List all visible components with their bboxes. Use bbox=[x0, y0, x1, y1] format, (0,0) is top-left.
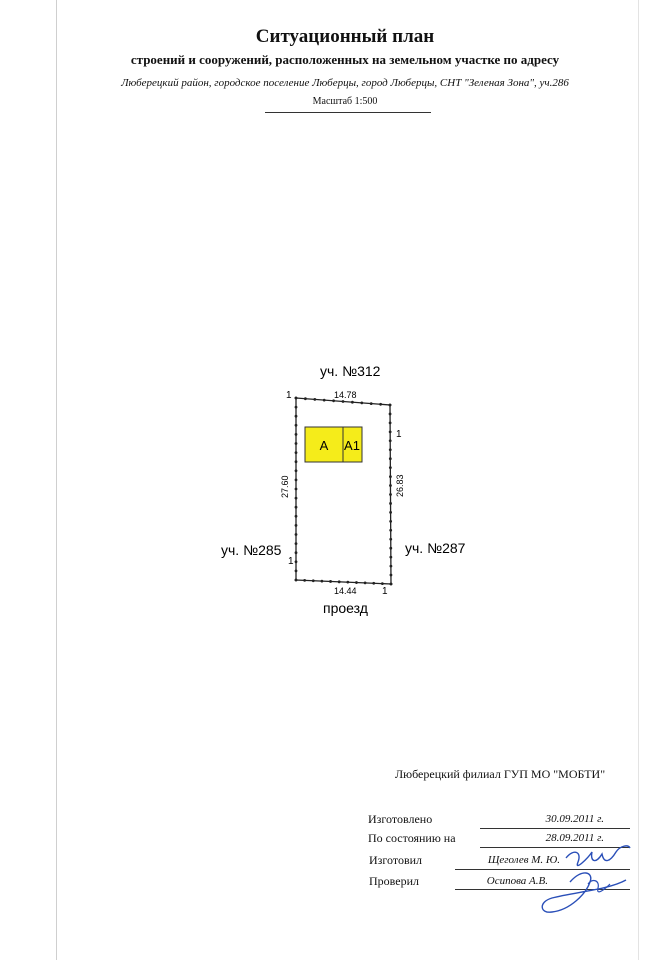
boundary-tick bbox=[295, 579, 298, 582]
boundary-tick bbox=[389, 502, 392, 505]
boundary-tick bbox=[389, 556, 392, 559]
boundary-tick bbox=[364, 582, 367, 585]
boundary-tick bbox=[370, 402, 373, 405]
maker-name: Щеголев М. Ю. bbox=[487, 854, 560, 866]
boundary-tick bbox=[304, 397, 307, 400]
boundary-tick bbox=[295, 415, 298, 418]
boundary-tick bbox=[295, 479, 298, 482]
boundary-tick bbox=[295, 460, 298, 463]
boundary-tick bbox=[389, 404, 392, 407]
boundary-ticks bbox=[295, 397, 393, 586]
boundary-tick bbox=[295, 515, 298, 518]
boundary-tick bbox=[389, 529, 392, 532]
boundary-tick bbox=[295, 406, 298, 409]
boundary-tick bbox=[389, 475, 392, 478]
boundary-tick bbox=[295, 488, 298, 491]
side-right-length: 26.83 bbox=[395, 474, 405, 497]
handwritten-signature bbox=[530, 838, 640, 920]
point-label: 1 bbox=[396, 429, 402, 440]
boundary-tick bbox=[329, 580, 332, 583]
boundary-tick bbox=[389, 413, 392, 416]
boundary-tick bbox=[351, 401, 354, 404]
checker-name: Осипова А.В. bbox=[486, 875, 548, 887]
boundary-tick bbox=[295, 469, 298, 472]
plot-boundary bbox=[296, 398, 391, 584]
maker-label: Изготовил bbox=[369, 853, 423, 867]
boundary-tick bbox=[389, 511, 392, 514]
boundary-tick bbox=[389, 430, 392, 433]
boundary-tick bbox=[346, 581, 349, 584]
boundary-tick bbox=[321, 580, 324, 583]
boundary-tick bbox=[295, 551, 298, 554]
neighbor-east-label: уч. №287 bbox=[405, 540, 466, 556]
boundary-tick bbox=[295, 433, 298, 436]
point-label: 1 bbox=[286, 390, 292, 401]
boundary-tick bbox=[295, 442, 298, 445]
boundary-tick bbox=[355, 581, 358, 584]
boundary-tick bbox=[342, 400, 345, 403]
boundary-tick bbox=[338, 580, 341, 583]
boundary-tick bbox=[379, 403, 382, 406]
building-main-label: А bbox=[319, 438, 329, 453]
document-subtitle: строений и сооружений, расположенных на земельном участке по адресу bbox=[130, 52, 560, 67]
boundary-tick bbox=[295, 506, 298, 509]
scale-label: Масштаб 1:500 bbox=[312, 96, 378, 107]
made-date-line bbox=[480, 828, 630, 829]
boundary-tick bbox=[372, 582, 375, 585]
boundary-tick bbox=[389, 493, 392, 496]
boundary-tick bbox=[389, 457, 392, 460]
neighbor-west-label: уч. №285 bbox=[221, 542, 282, 558]
boundary-tick bbox=[295, 560, 298, 563]
road-label: проезд bbox=[323, 600, 368, 616]
boundary-tick bbox=[389, 547, 392, 550]
boundary-tick bbox=[390, 574, 393, 577]
boundary-tick bbox=[295, 451, 298, 454]
boundary-tick bbox=[295, 570, 298, 573]
boundary-tick bbox=[381, 582, 384, 585]
point-label: 1 bbox=[382, 586, 388, 597]
organization-name: Люберецкий филиал ГУП МО "МОБТИ" bbox=[395, 767, 606, 781]
boundary-tick bbox=[295, 542, 298, 545]
boundary-tick bbox=[389, 466, 392, 469]
side-bottom-length: 14.44 bbox=[334, 586, 357, 596]
boundary-tick bbox=[295, 524, 298, 527]
boundary-tick bbox=[390, 583, 393, 586]
boundary-tick bbox=[360, 402, 363, 405]
checker-label: Проверил bbox=[369, 874, 419, 888]
neighbor-north-label: уч. №312 bbox=[320, 363, 381, 379]
boundary-tick bbox=[295, 424, 298, 427]
boundary-tick bbox=[389, 422, 392, 425]
boundary-tick bbox=[323, 399, 326, 402]
boundary-tick bbox=[295, 397, 298, 400]
boundary-tick bbox=[389, 520, 392, 523]
boundary-tick bbox=[389, 484, 392, 487]
boundary-tick bbox=[295, 497, 298, 500]
made-date: 30.09.2011 г. bbox=[545, 813, 604, 825]
boundary-tick bbox=[389, 448, 392, 451]
point-label: 1 bbox=[288, 556, 294, 567]
property-address: Люберецкий район, городское поселение Люберцы, город Люберцы, СНТ "Зеленая Зона", уч.286 bbox=[121, 77, 569, 89]
boundary-tick bbox=[303, 579, 306, 582]
state-date: 28.09.2011 г. bbox=[545, 832, 604, 844]
boundary-tick bbox=[389, 538, 392, 541]
made-label: Изготовлено bbox=[368, 812, 433, 826]
building-annex-label: А1 bbox=[344, 438, 360, 453]
side-left-length: 27.60 bbox=[280, 475, 290, 498]
state-label: По состоянию на bbox=[368, 831, 456, 845]
boundary-tick bbox=[389, 439, 392, 442]
boundary-tick bbox=[295, 533, 298, 536]
boundary-tick bbox=[313, 398, 316, 401]
boundary-tick bbox=[312, 579, 315, 582]
boundary-tick bbox=[390, 565, 393, 568]
side-top-length: 14.78 bbox=[334, 390, 357, 400]
document-title: Ситуационный план bbox=[255, 26, 435, 47]
